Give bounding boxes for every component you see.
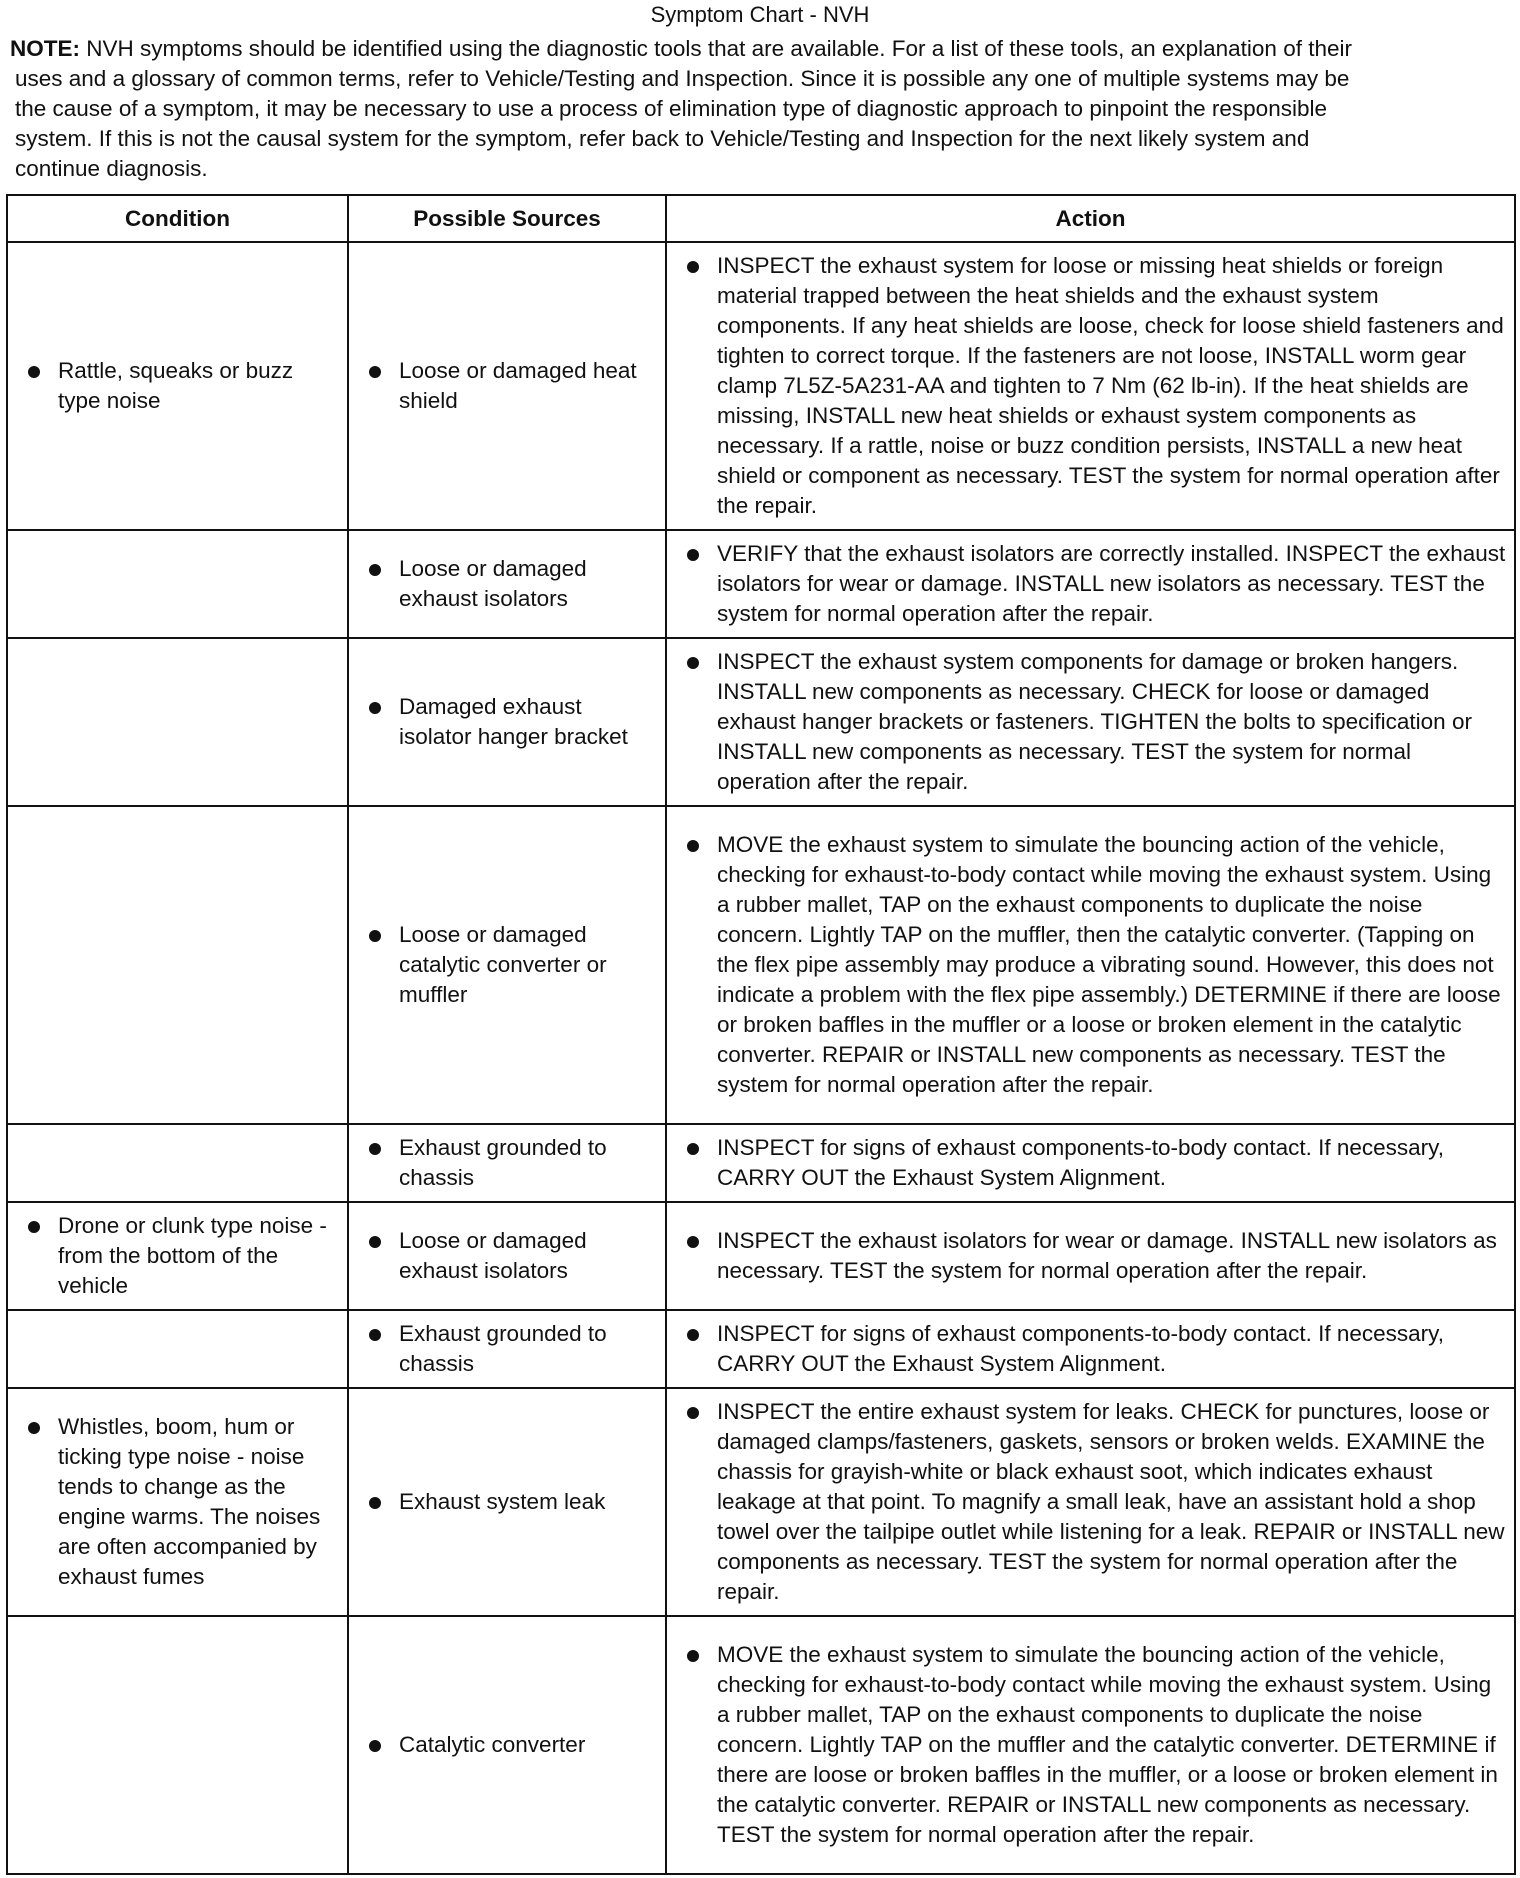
- bullet-icon: [369, 1329, 381, 1341]
- source-text: Exhaust grounded to chassis: [399, 1135, 607, 1190]
- source-cell: [348, 806, 666, 1124]
- condition-cell: [7, 242, 348, 530]
- note-label: NOTE:: [10, 36, 80, 61]
- condition-text: Whistles, boom, hum or ticking type noise - noise tends to change as the engine warms. The noises are often accompanied by exhaust fumes: [58, 1414, 321, 1589]
- condition-cell: [7, 638, 348, 806]
- note-text-line: system. If this is not the causal system for the symptom, refer back to Vehicle/Testing and Inspection for the next likely system and: [15, 126, 1310, 151]
- bullet-icon: [369, 564, 381, 576]
- condition-cell: [7, 1388, 348, 1616]
- bullet-icon: [28, 1221, 40, 1233]
- table-row: [7, 638, 1515, 806]
- table-row: [7, 242, 1515, 530]
- table-row: [7, 806, 1515, 1124]
- condition-cell: [7, 1616, 348, 1874]
- note-paragraph: [10, 34, 1515, 184]
- bullet-icon: [369, 366, 381, 378]
- condition-cell: [7, 530, 348, 638]
- bullet-icon: [369, 702, 381, 714]
- action-cell: [666, 1202, 1515, 1310]
- action-cell: [666, 242, 1515, 530]
- action-text: INSPECT the exhaust isolators for wear or damage. INSTALL new isolators as necessary. TEST the system for normal operation after the repair.: [717, 1228, 1497, 1283]
- bullet-icon: [687, 1650, 699, 1662]
- action-cell: [666, 530, 1515, 638]
- source-text: Loose or damaged exhaust isolators: [399, 1228, 587, 1283]
- action-text: INSPECT for signs of exhaust components-to-body contact. If necessary, CARRY OUT the Exhaust System Alignment.: [717, 1321, 1445, 1376]
- action-cell: [666, 1124, 1515, 1202]
- action-cell: [666, 1310, 1515, 1388]
- source-cell: [348, 1202, 666, 1310]
- bullet-icon: [687, 261, 699, 273]
- note-text-line: NVH symptoms should be identified using the diagnostic tools that are available. For a list of these tools, an explanation of their: [86, 36, 1352, 61]
- bullet-icon: [369, 1143, 381, 1155]
- bullet-icon: [369, 1740, 381, 1752]
- table-row: [7, 530, 1515, 638]
- table-row: [7, 1616, 1515, 1874]
- header-possible-sources: Possible Sources: [348, 195, 666, 242]
- bullet-icon: [687, 1407, 699, 1419]
- source-cell: [348, 530, 666, 638]
- action-text: INSPECT for signs of exhaust components-to-body contact. If necessary, CARRY OUT the Exhaust System Alignment.: [717, 1135, 1445, 1190]
- table-row: [7, 1124, 1515, 1202]
- source-text: Exhaust grounded to chassis: [399, 1321, 607, 1376]
- bullet-icon: [687, 840, 699, 852]
- action-cell: [666, 1616, 1515, 1874]
- note-text-line: the cause of a symptom, it may be necessary to use a process of elimination type of diagnostic approach to pinpoint the responsible: [15, 96, 1327, 121]
- symptom-chart-table: [6, 194, 1516, 1875]
- action-text: INSPECT the entire exhaust system for leaks. CHECK for punctures, loose or damaged clamps/fasteners, gaskets, sensors or broken welds. EXAMINE the chassis for grayish-white or black exhaust soot, which indicates exhaust leakage at that point. To magnify a small leak, have an assistant hold a shop towel over the tailpipe outlet while listening for a leak. REPAIR or INSTALL new components as necessary. TEST the system for normal operation after the repair.: [717, 1399, 1505, 1604]
- bullet-icon: [687, 1329, 699, 1341]
- bullet-icon: [369, 1497, 381, 1509]
- header-action: Action: [666, 195, 1515, 242]
- header-condition: Condition: [7, 195, 348, 242]
- table-row: [7, 1310, 1515, 1388]
- bullet-icon: [687, 1143, 699, 1155]
- source-text: Loose or damaged heat shield: [399, 358, 637, 413]
- bullet-icon: [28, 1422, 40, 1434]
- condition-cell: [7, 1310, 348, 1388]
- bullet-icon: [28, 366, 40, 378]
- condition-cell: [7, 806, 348, 1124]
- action-cell: [666, 1388, 1515, 1616]
- action-cell: [666, 638, 1515, 806]
- source-text: Loose or damaged exhaust isolators: [399, 556, 587, 611]
- condition-cell: [7, 1202, 348, 1310]
- source-text: Damaged exhaust isolator hanger bracket: [399, 694, 628, 749]
- note-text-line: continue diagnosis.: [15, 156, 208, 181]
- bullet-icon: [687, 657, 699, 669]
- source-cell: [348, 1124, 666, 1202]
- action-text: INSPECT the exhaust system components for damage or broken hangers. INSTALL new components as necessary. CHECK for loose or damaged exhaust hanger brackets or fasteners. TIGHTEN the bolts to specification or INSTALL new components as necessary. TEST the system for normal operation after the repair.: [717, 649, 1472, 794]
- condition-text: Drone or clunk type noise - from the bottom of the vehicle: [58, 1213, 327, 1298]
- bullet-icon: [687, 1236, 699, 1248]
- action-text: VERIFY that the exhaust isolators are correctly installed. INSPECT the exhaust isolators for wear or damage. INSTALL new isolators as necessary. TEST the system for normal operation after the repair.: [717, 541, 1506, 626]
- source-cell: [348, 1616, 666, 1874]
- bullet-icon: [369, 1236, 381, 1248]
- condition-cell: [7, 1124, 348, 1202]
- source-text: Loose or damaged catalytic converter or muffler: [399, 922, 607, 1007]
- source-text: Catalytic converter: [399, 1732, 586, 1757]
- action-text: MOVE the exhaust system to simulate the bouncing action of the vehicle, checking for exhaust-to-body contact while moving the exhaust system. Using a rubber mallet, TAP on the exhaust components to duplicate the noise concern. Lightly TAP on the muffler and the catalytic converter. DETERMINE if there are loose or broken baffles in the muffler, or a loose or broken element in the catalytic converter. REPAIR or INSTALL new components as necessary. TEST the system for normal operation after the repair.: [717, 1642, 1498, 1847]
- bullet-icon: [687, 549, 699, 561]
- bullet-icon: [369, 930, 381, 942]
- action-text: MOVE the exhaust system to simulate the bouncing action of the vehicle, checking for exhaust-to-body contact while moving the exhaust system. Using a rubber mallet, TAP on the exhaust components to duplicate the noise concern. Lightly TAP on the muffler, then the catalytic converter. (Tapping on the flex pipe assembly may produce a vibrating sound. However, this does not indicate a problem with the flex pipe assembly.) DETERMINE if there are loose or broken baffles in the muffler or a loose or broken element in the catalytic converter. REPAIR or INSTALL new components as necessary. TEST the system for normal operation after the repair.: [717, 832, 1501, 1097]
- source-cell: [348, 638, 666, 806]
- action-text: INSPECT the exhaust system for loose or missing heat shields or foreign material trapped between the heat shields and the exhaust system components. If any heat shields are loose, check for loose shield fasteners and tighten to correct torque. If the fasteners are not loose, INSTALL worm gear clamp 7L5Z-5A231-AA and tighten to 7 Nm (62 lb-in). If the heat shields are missing, INSTALL new heat shields or exhaust system components as necessary. If a rattle, noise or buzz condition persists, INSTALL a new heat shield or component as necessary. TEST the system for normal operation after the repair.: [717, 253, 1504, 518]
- page-title: Symptom Chart - NVH: [650, 2, 870, 27]
- table-row: [7, 1202, 1515, 1310]
- condition-text: Rattle, squeaks or buzz type noise: [58, 358, 294, 413]
- source-cell: [348, 1310, 666, 1388]
- table-row: [7, 1388, 1515, 1616]
- note-text-line: uses and a glossary of common terms, refer to Vehicle/Testing and Inspection. Since it is possible any one of multiple systems may be: [15, 66, 1350, 91]
- action-cell: [666, 806, 1515, 1124]
- source-text: Exhaust system leak: [399, 1489, 606, 1514]
- source-cell: [348, 1388, 666, 1616]
- source-cell: [348, 242, 666, 530]
- table-header-row: [7, 195, 1515, 242]
